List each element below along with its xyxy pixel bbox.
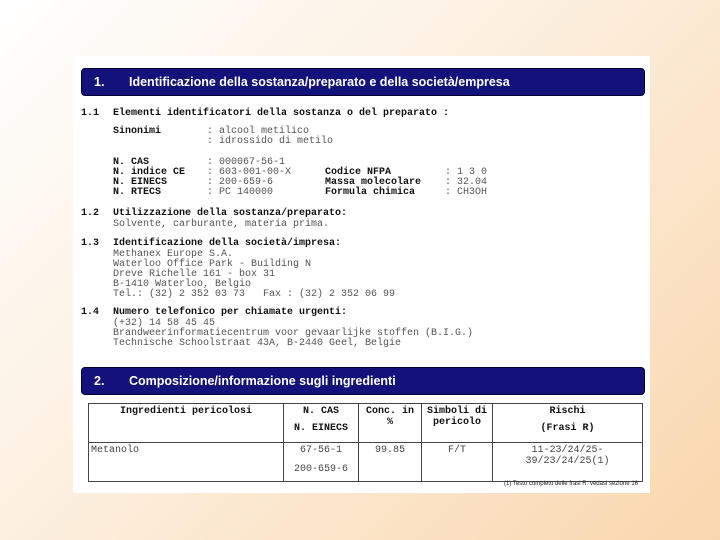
header-risks bbox=[493, 404, 643, 443]
company-line: Dreve Richelle 161 - box 31 bbox=[113, 269, 276, 280]
header-cas-einecs bbox=[284, 404, 359, 443]
section-1-title: Identificazione della sostanza/preparato e della società/empresa bbox=[129, 75, 510, 89]
cas-label: N. CAS bbox=[113, 157, 150, 168]
header-einecs: N. EINECS bbox=[293, 423, 348, 434]
header-cas: N. CAS bbox=[302, 406, 339, 417]
footnote: (1) Testo completo delle frasi R: vedasi sezione 16 bbox=[504, 481, 638, 487]
nfpa-value: : 1 3 0 bbox=[445, 167, 488, 178]
emergency-line: (+32) 14 58 45 45 bbox=[113, 318, 216, 329]
synonyms-label: Sinonimi bbox=[113, 126, 162, 137]
section-1-3-number: 1.3 bbox=[81, 238, 100, 249]
ingredient-risks bbox=[493, 443, 643, 482]
section-1-2-number: 1.2 bbox=[81, 208, 100, 219]
header-symbols: Simboli di pericolo bbox=[422, 404, 493, 443]
section-1-1-title: Elementi identificatori della sostanza o del preparato : bbox=[113, 108, 450, 119]
header-ingredients: Ingredienti pericolosi bbox=[89, 404, 284, 443]
header-conc: Conc. in % bbox=[359, 404, 422, 443]
section-1-header bbox=[81, 68, 645, 96]
table-row bbox=[89, 443, 643, 482]
ce-label: N. indice CE bbox=[113, 167, 186, 178]
company-line: B-1410 Waterloo, Belgio bbox=[113, 279, 252, 290]
section-2-number: 2. bbox=[94, 374, 105, 388]
formula-label: Formula chimica bbox=[325, 187, 416, 198]
company-line: Waterloo Office Park - Building N bbox=[113, 259, 312, 270]
section-1-4-number: 1.4 bbox=[81, 307, 100, 318]
ingredient-risks-2: 39/23/24/25(1) bbox=[525, 456, 610, 467]
section-1-number: 1. bbox=[94, 75, 105, 89]
ce-value: : 603-001-00-X bbox=[207, 167, 292, 178]
section-1-1-number: 1.1 bbox=[81, 108, 100, 119]
ingredient-name: Metanolo bbox=[89, 443, 284, 482]
ingredient-cas-einecs bbox=[284, 443, 359, 482]
company-line: Tel.: (32) 2 352 03 73 Fax : (32) 2 352 06 99 bbox=[113, 289, 396, 300]
emergency-line: Brandweerinformatiecentrum voor gevaarlijke stoffen (B.I.G.) bbox=[113, 328, 474, 339]
einecs-label: N. EINECS bbox=[113, 177, 168, 188]
ingredient-symbols: F/T bbox=[422, 443, 493, 482]
rtecs-value: : PC 140000 bbox=[207, 187, 274, 198]
emergency-line: Technische Schoolstraat 43A, B-2440 Geel, Belgie bbox=[113, 338, 402, 349]
header-risks-sub: (Frasi R) bbox=[540, 423, 595, 434]
company-line: Methanex Europe S.A. bbox=[113, 249, 234, 260]
mass-value: : 32.04 bbox=[445, 177, 488, 188]
section-2-title: Composizione/informazione sugli ingredienti bbox=[129, 374, 396, 388]
formula-value: : CH3OH bbox=[445, 187, 488, 198]
mass-label: Massa molecolare bbox=[325, 177, 422, 188]
einecs-value: : 200-659-6 bbox=[207, 177, 274, 188]
rtecs-label: N. RTECS bbox=[113, 187, 162, 198]
cas-value: : 000067-56-1 bbox=[207, 157, 286, 168]
section-1-4-title: Numero telefonico per chiamate urgenti: bbox=[113, 307, 348, 318]
ingredient-conc: 99.85 bbox=[359, 443, 422, 482]
synonym-2: : idrossido di metilo bbox=[207, 136, 334, 147]
synonym-1: : alcool metilico bbox=[207, 126, 310, 137]
ingredients-table bbox=[88, 403, 643, 482]
section-1-2-text: Solvente, carburante, materia prima. bbox=[113, 219, 330, 230]
section-1-3-title: Identificazione della società/impresa: bbox=[113, 238, 342, 249]
section-1-2-title: Utilizzazione della sostanza/preparato: bbox=[113, 208, 348, 219]
ingredient-risks-1: 11-23/24/25- bbox=[531, 445, 604, 456]
ingredient-cas: 67-56-1 bbox=[299, 445, 342, 456]
document-page bbox=[73, 56, 650, 493]
table-header-row bbox=[89, 404, 643, 443]
nfpa-label: Codice NFPA bbox=[325, 167, 392, 178]
section-2-header bbox=[81, 367, 645, 395]
header-risks-title: Rischi bbox=[549, 406, 586, 417]
ingredient-einecs: 200-659-6 bbox=[293, 464, 348, 475]
